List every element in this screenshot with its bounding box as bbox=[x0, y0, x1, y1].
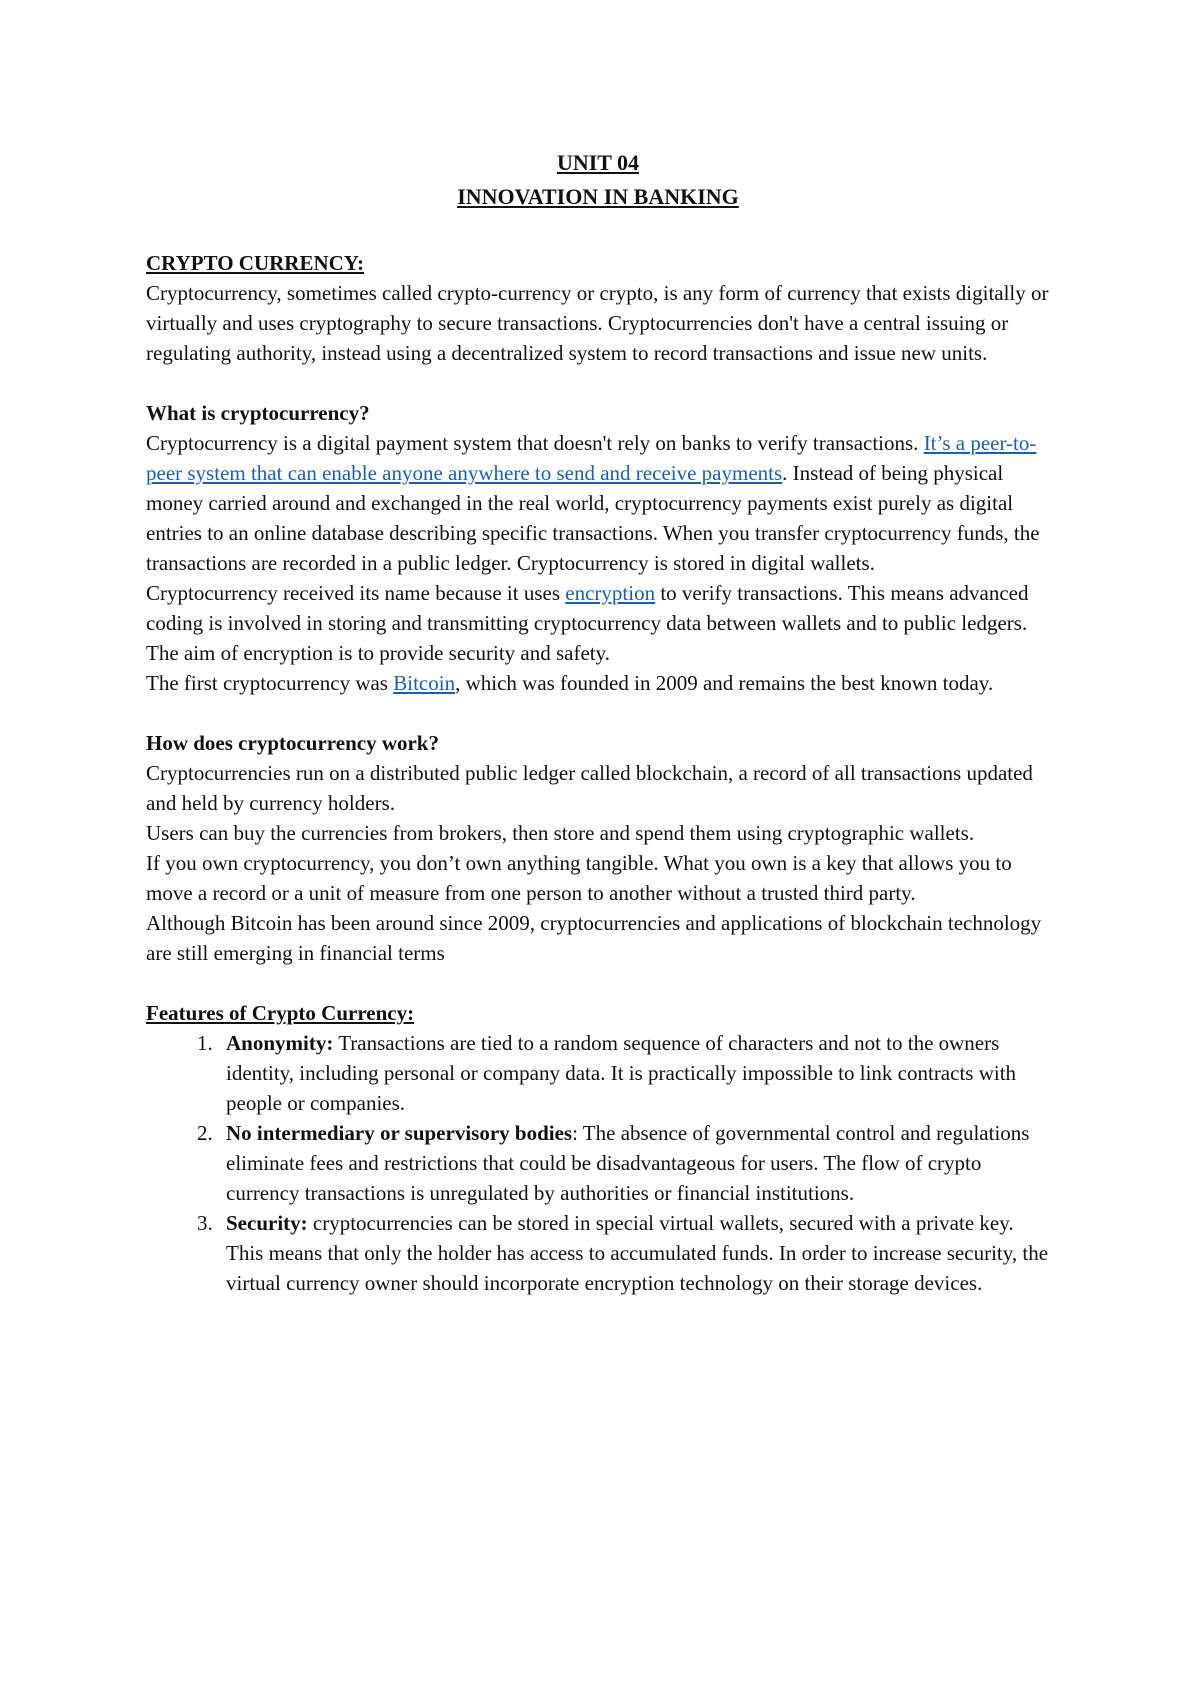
feature-text: : The absence of governmental control and regulations eliminate fees and restrictions that could be disadvantageous for users. The flow of crypto currency transactions is unregulated by authorities or financial institutions. bbox=[226, 1121, 1030, 1205]
feature-text: Transactions are tied to a random sequence of characters and not to the owners identity, including personal or company data. It is practically impossible to link contracts with people or companies. bbox=[226, 1031, 1017, 1115]
section-what-is bbox=[146, 398, 1050, 698]
what-p3-text-before: The first cryptocurrency was bbox=[146, 671, 394, 695]
what-paragraph-3 bbox=[146, 668, 1050, 698]
feature-term: No intermediary or supervisory bodies bbox=[226, 1121, 573, 1145]
feature-text: cryptocurrencies can be stored in special virtual wallets, secured with a private key. This means that only the holder has access to accumulated funds. In order to increase security, the virtual currency owner should incorporate encryption technology on their storage devices. bbox=[226, 1211, 1049, 1295]
bitcoin-link[interactable]: Bitcoin bbox=[393, 671, 456, 695]
what-p2-text-before: Cryptocurrency received its name because it uses bbox=[146, 581, 566, 605]
crypto-heading: CRYPTO CURRENCY: bbox=[146, 251, 365, 275]
title-block bbox=[146, 146, 1050, 214]
encryption-link[interactable]: encryption bbox=[565, 581, 656, 605]
how-paragraph-1: Cryptocurrencies run on a distributed public ledger called blockchain, a record of all transactions updated and held by currency holders. bbox=[146, 761, 1033, 815]
peer-to-peer-link[interactable]: It’s a peer-to-peer system that can enable anyone anywhere to send and receive payments bbox=[146, 431, 1037, 485]
what-paragraph-1 bbox=[146, 428, 1050, 578]
how-paragraph-3: If you own cryptocurrency, you don’t own anything tangible. What you own is a key that allows you to move a record or a unit of measure from one person to another without a trusted third party. bbox=[146, 851, 1012, 905]
what-heading: What is cryptocurrency? bbox=[146, 401, 370, 425]
features-heading: Features of Crypto Currency: bbox=[146, 1001, 415, 1025]
document-title: INNOVATION IN BANKING bbox=[457, 184, 739, 209]
feature-item-security bbox=[218, 1208, 1050, 1298]
section-features bbox=[146, 998, 1050, 1298]
section-how-works bbox=[146, 728, 1050, 968]
feature-item-anonymity bbox=[218, 1028, 1050, 1118]
how-paragraph-4: Although Bitcoin has been around since 2009, cryptocurrencies and applications of blockchain technology are still emerging in financial terms bbox=[146, 911, 1042, 965]
feature-item-no-intermediary bbox=[218, 1118, 1050, 1208]
what-p1-text-after: . Instead of being physical money carried around and exchanged in the real world, cryptocurrency payments exist purely as digital entries to an online database describing specific transactions. When you transfer cryptocurrency funds, the transactions are recorded in a public ledger. Cryptocurrency is stored in digital wallets. bbox=[146, 461, 1040, 575]
section-crypto-currency bbox=[146, 248, 1050, 368]
how-heading: How does cryptocurrency work? bbox=[146, 731, 439, 755]
unit-title: UNIT 04 bbox=[556, 150, 640, 175]
how-paragraph-2: Users can buy the currencies from brokers, then store and spend them using cryptographic wallets. bbox=[146, 821, 975, 845]
what-p2-text-after: to verify transactions. This means advanced coding is involved in storing and transmitting cryptocurrency data between wallets and to public ledgers. The aim of encryption is to provide security and safety. bbox=[146, 581, 1029, 665]
crypto-body: Cryptocurrency, sometimes called crypto-currency or crypto, is any form of currency that exists digitally or virtually and uses cryptography to secure transactions. Cryptocurrencies don't have a central issuing or regulating authority, instead using a decentralized system to record transactions and issue new units. bbox=[146, 281, 1049, 365]
feature-term: Anonymity: bbox=[226, 1031, 334, 1055]
what-paragraph-2 bbox=[146, 578, 1050, 668]
what-p3-text-after: , which was founded in 2009 and remains the best known today. bbox=[455, 671, 994, 695]
feature-term: Security: bbox=[226, 1211, 308, 1235]
features-list bbox=[146, 1028, 1050, 1298]
what-p1-text-before: Cryptocurrency is a digital payment system that doesn't rely on banks to verify transactions. bbox=[146, 431, 924, 455]
